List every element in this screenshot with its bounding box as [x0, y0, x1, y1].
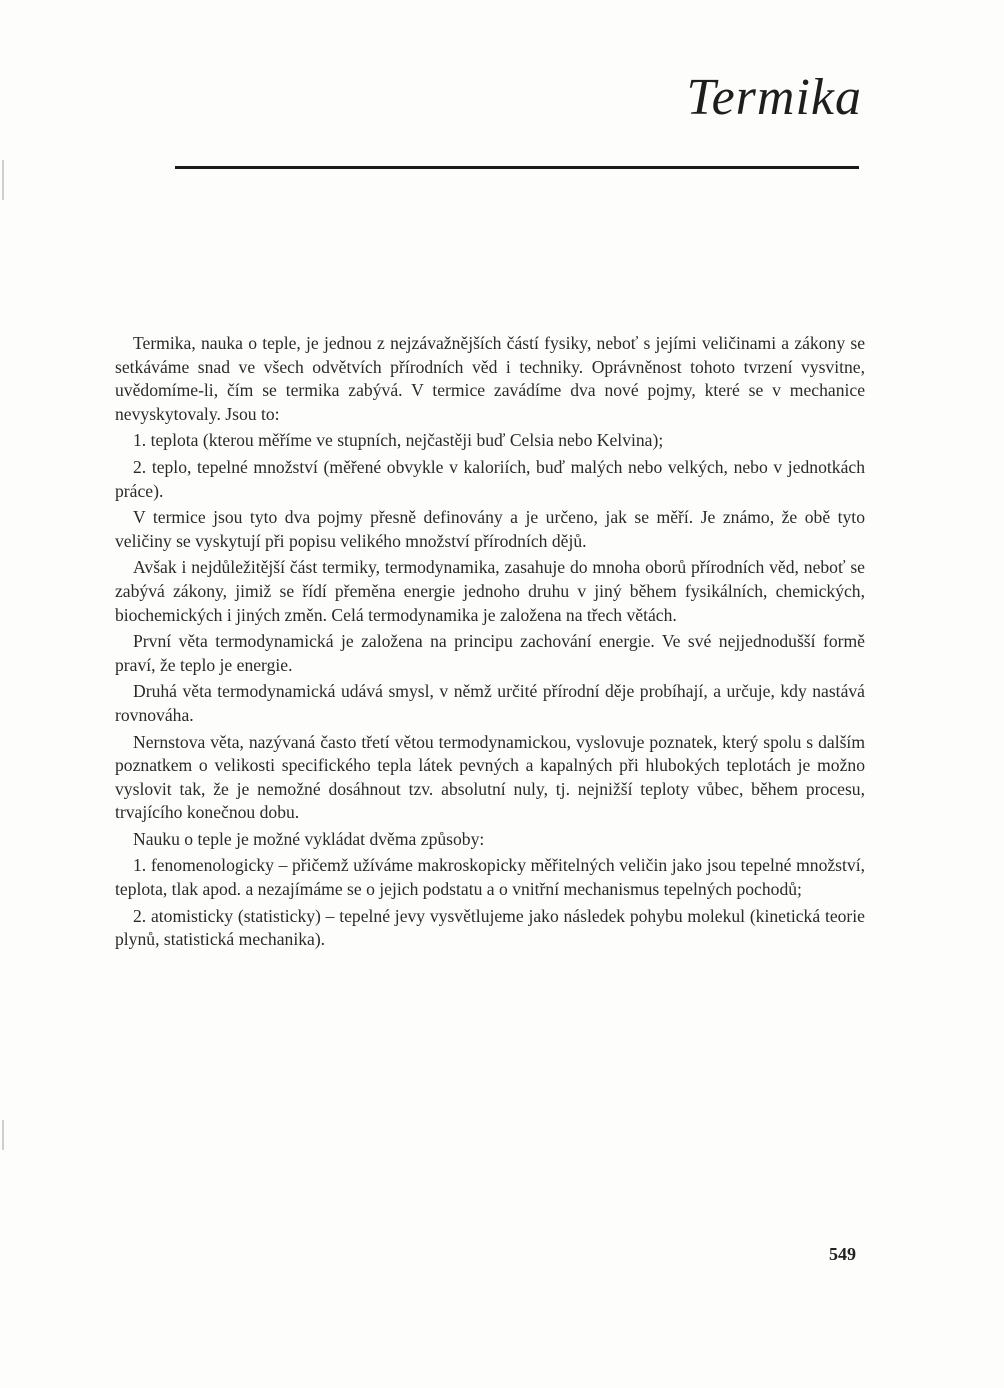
chapter-title: Termika	[686, 69, 862, 126]
paragraph-first-law: První věta termodynamická je založena na principu zachování energie. Ve své nejjednodušší formě praví, že teplo je energie.	[115, 631, 865, 675]
paragraph-definitions: V termice jsou tyto dva pojmy přesně definovány a je určeno, jak se měří. Je známo, že obě tyto veličiny se vyskytují při popisu velikého množství přírodních dějů.	[115, 507, 865, 551]
paragraph-nernst: Nernstova věta, nazývaná často třetí větou termodynamickou, vyslovuje poznatek, který spolu s dalším poznatkem o velikosti specifického tepla látek pevných a kapalných při hlubokých teplotách je možno vyslovit tak, že je nemožné dosáhnout tzv. absolutní nuly, tj. nejnižší teploty vůbec, během procesu, trvajícího konečnou dobu.	[115, 731, 865, 823]
paragraph-termodynamika: Avšak i nejdůležitější část termiky, termodynamika, zasahuje do mnoha oborů přírodních věd, neboť se zabývá zákony, jimiž se řídí přeměna energie jednoho druhu v jiný během fysikálních, chemických, biochemických i jiných změn. Celá termodynamika je založena na třech větách.	[115, 557, 865, 625]
paragraph-method-phenomenological: 1. fenomenologicky – přičemž užíváme makroskopicky měřitelných veličin jako jsou tepelné množství, teplota, tlak apod. a nezajímáme se o jejich podstatu a o vnitřní mechanismus tepelných pochodů;	[115, 855, 865, 900]
scan-edge-mark	[2, 1120, 4, 1150]
paragraph-item-teplo: 2. teplo, tepelné množství (měřené obvykle v kaloriích, buď malých nebo velkých, nebo v jednotkách práce).	[115, 456, 865, 501]
body-text	[115, 332, 865, 955]
paragraph-item-teplota: 1. teplota (kterou měříme ve stupních, nejčastěji buď Celsia nebo Kelvina);	[133, 430, 664, 451]
paragraph-methods-intro: Nauku o teple je možné vykládat dvěma způsoby:	[133, 828, 485, 849]
paragraph-method-atomistic: 2. atomisticky (statisticky) – tepelné jevy vysvětlujeme jako následek pohybu molekul (kinetická teorie plynů, statistická mechanika).	[115, 905, 865, 950]
paragraph-second-law: Druhá věta termodynamická udává smysl, v němž určité přírodní děje probíhají, a určuje, kdy nastává rovnováha.	[115, 681, 865, 725]
page-number: 549	[829, 1244, 856, 1264]
title-rule	[175, 166, 859, 169]
paragraph-intro: Termika, nauka o teple, je jednou z nejzávažnějších částí fysiky, neboť s jejími veličinami a zákony se setkáváme snad ve všech odvětvích přírodních věd i techniky. Oprávněnost tohoto tvrzení vysvitne, uvědomíme-li, čím se termika zabývá. V termice zavádíme dva nové pojmy, které se v mechanice nevyskytovaly. Jsou to:	[115, 333, 865, 424]
scan-edge-mark	[2, 160, 4, 200]
